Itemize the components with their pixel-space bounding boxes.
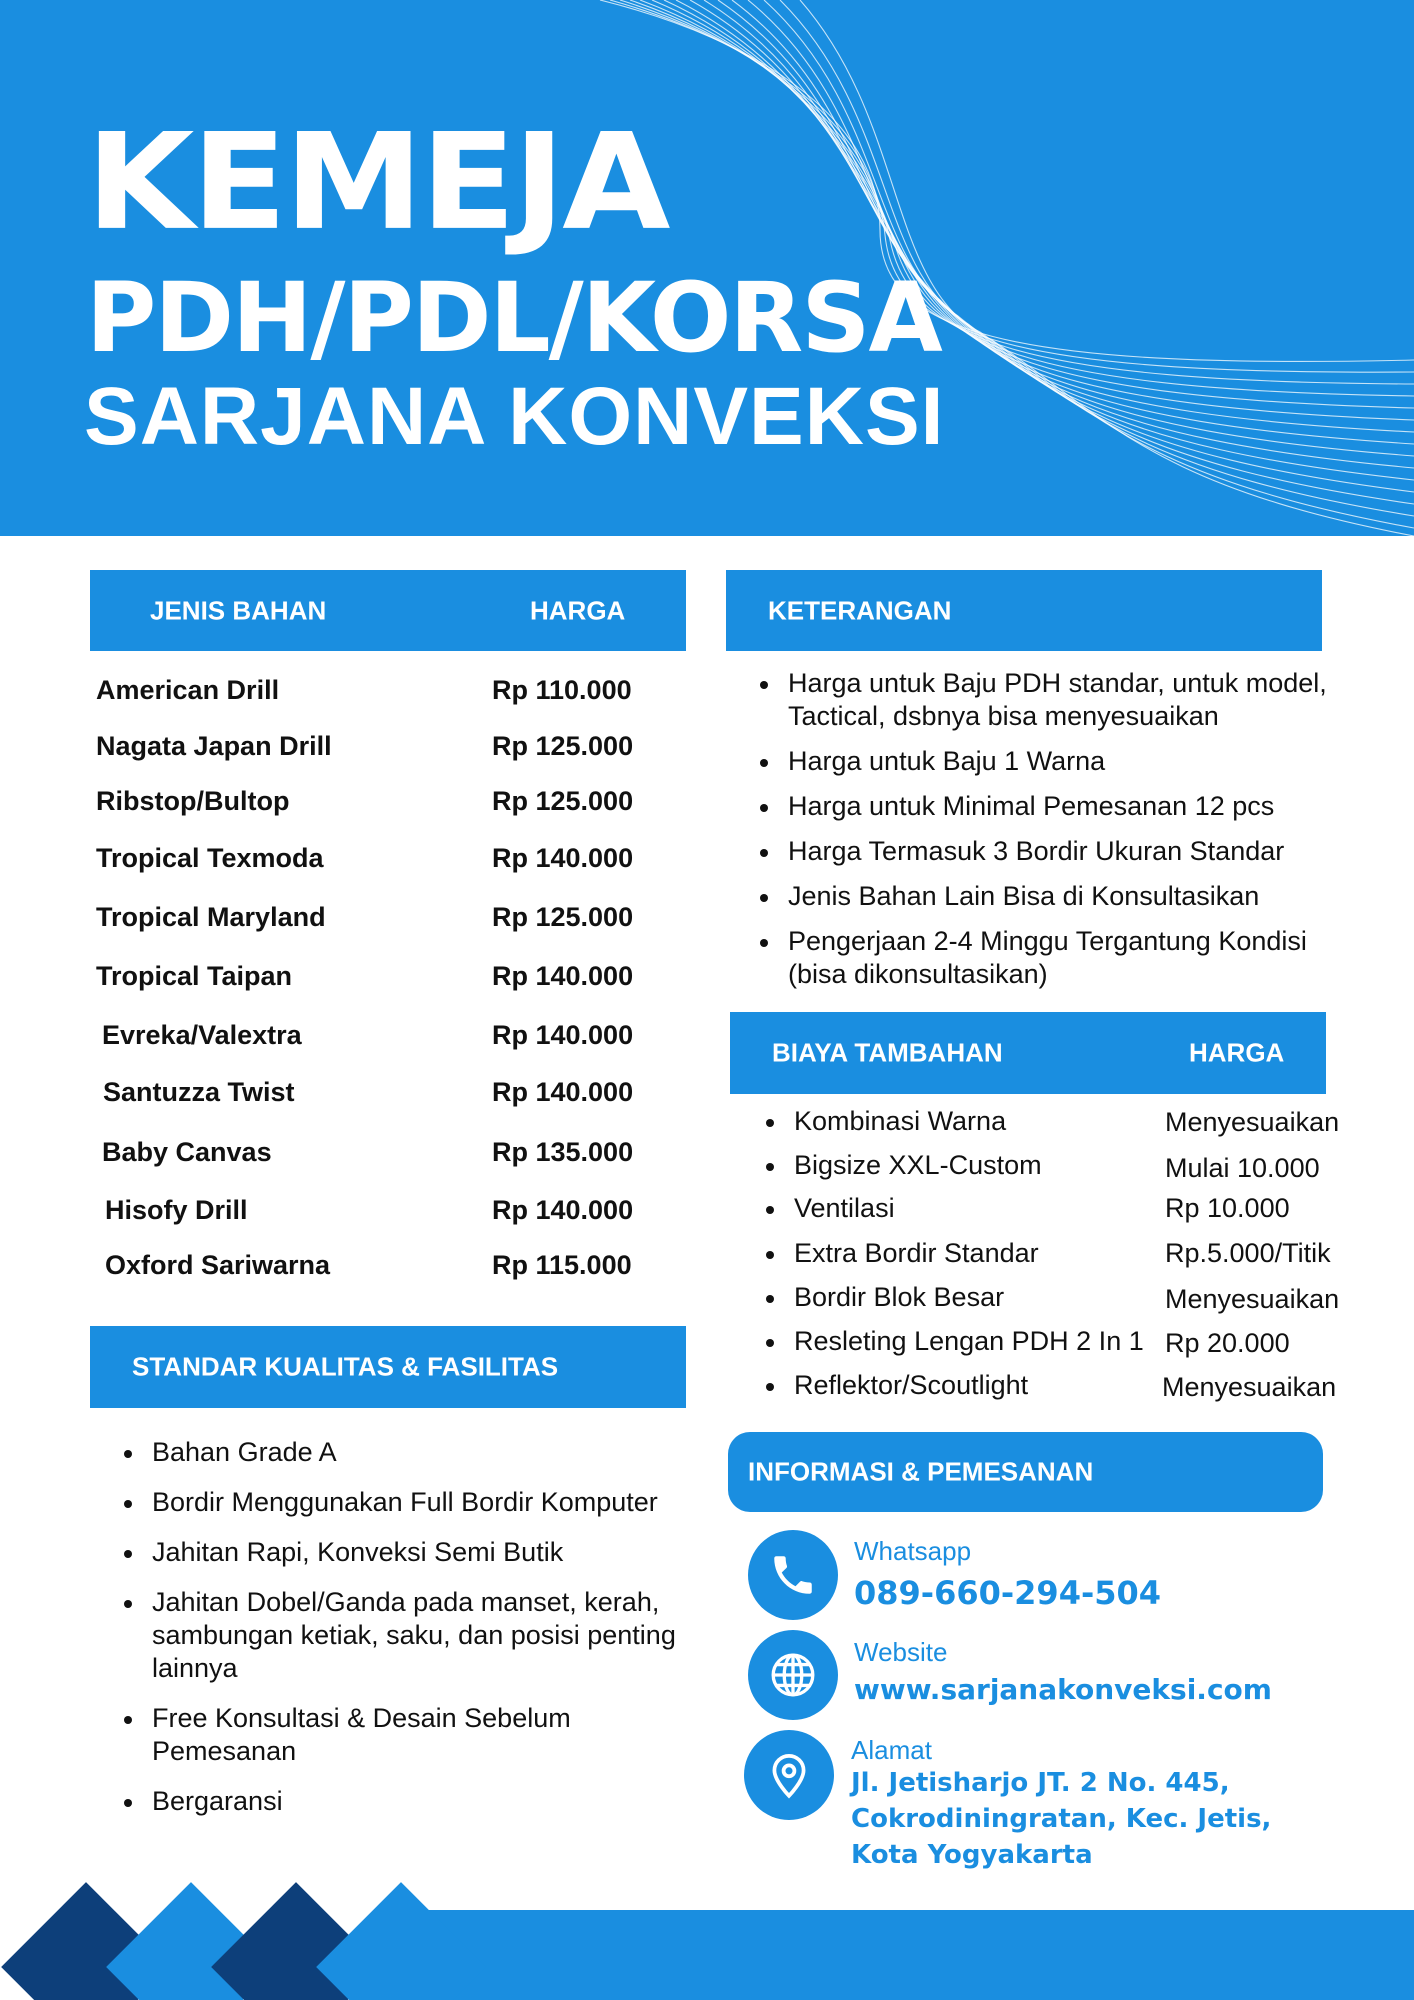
footer-bar <box>380 1910 1414 2000</box>
notes-list <box>754 667 1374 991</box>
whatsapp-button[interactable] <box>748 1530 838 1620</box>
material-name: Ribstop/Bultop <box>96 786 290 816</box>
fee-name: Kombinasi Warna <box>794 1106 1007 1136</box>
table-row <box>96 1250 656 1290</box>
fee-name: Extra Bordir Standar <box>794 1238 1039 1268</box>
table-row <box>96 1020 656 1060</box>
fee-name: Bordir Blok Besar <box>794 1282 1005 1312</box>
table-row <box>96 731 656 771</box>
list-item <box>760 1282 1360 1318</box>
list-item <box>760 1150 1360 1186</box>
table-row <box>96 675 656 715</box>
list-item <box>760 1370 1360 1406</box>
list-item <box>760 1326 1360 1362</box>
material-price: Rp 135.000 <box>492 1137 634 1167</box>
material-name: Baby Canvas <box>102 1137 272 1167</box>
material-price: Rp 140.000 <box>492 1195 634 1225</box>
diamond-shape <box>316 1882 486 2000</box>
material-name: Oxford Sariwarna <box>105 1250 331 1280</box>
website-button[interactable] <box>748 1630 838 1720</box>
extra-costs-heading: BIAYA TAMBAHAN <box>772 1037 1003 1068</box>
material-price: Rp 140.000 <box>492 961 634 991</box>
website-url[interactable]: www.sarjanakonveksi.com <box>854 1673 1272 1706</box>
material-name: Hisofy Drill <box>105 1195 248 1225</box>
phone-icon <box>768 1550 818 1600</box>
list-item <box>760 1106 1360 1142</box>
list-item: Harga Termasuk 3 Bordir Ukuran Standar <box>754 835 1374 868</box>
list-item <box>760 1193 1360 1229</box>
table-row <box>96 786 656 826</box>
website-label: Website <box>854 1637 948 1667</box>
fee-price: Menyesuaikan <box>1165 1284 1340 1314</box>
material-name: Tropical Maryland <box>96 902 326 932</box>
address-label: Alamat <box>851 1735 932 1765</box>
list-item: Harga untuk Baju 1 Warna <box>754 745 1374 778</box>
list-item: Jenis Bahan Lain Bisa di Konsultasikan <box>754 880 1374 913</box>
quality-heading: STANDAR KUALITAS & FASILITAS <box>132 1351 559 1382</box>
material-name: Tropical Taipan <box>96 961 293 991</box>
list-item: Jahitan Dobel/Ganda pada manset, kerah, sambungan ketiak, saku, dan posisi penting lainnya <box>118 1586 708 1685</box>
fee-price: Rp 10.000 <box>1165 1193 1290 1223</box>
list-item: Bergaransi <box>118 1785 708 1818</box>
fee-name: Bigsize XXL-Custom <box>794 1150 1042 1180</box>
list-item: Harga untuk Minimal Pemesanan 12 pcs <box>754 790 1374 823</box>
material-price: Rp 140.000 <box>492 1020 634 1050</box>
fee-name: Ventilasi <box>794 1193 895 1223</box>
table-row <box>96 961 656 1001</box>
fee-price: Menyesuaikan <box>1165 1107 1340 1137</box>
extra-costs-header <box>730 1012 1326 1094</box>
material-name: Nagata Japan Drill <box>96 731 332 761</box>
header-banner <box>0 0 1414 536</box>
list-item: Free Konsultasi & Desain Sebelum Pemesanan <box>118 1702 708 1768</box>
table-row <box>96 843 656 883</box>
address-line-1: Jl. Jetisharjo JT. 2 No. 445, <box>851 1768 1230 1798</box>
fee-price: Rp 20.000 <box>1165 1328 1290 1358</box>
whatsapp-number[interactable]: 089-660-294-504 <box>854 1574 1162 1612</box>
material-name: Tropical Texmoda <box>96 843 324 873</box>
quality-list <box>118 1436 708 1818</box>
fee-name: Reflektor/Scoutlight <box>794 1370 1029 1400</box>
price-table-header <box>90 570 686 651</box>
quality-section-header <box>90 1326 686 1408</box>
title-product-types: PDH/PDL/KORSA <box>86 262 941 374</box>
globe-icon <box>768 1650 818 1700</box>
fee-name: Resleting Lengan PDH 2 In 1 <box>794 1326 1144 1356</box>
notes-section-header <box>726 570 1322 651</box>
table-row <box>96 1195 656 1235</box>
material-price: Rp 110.000 <box>492 675 632 705</box>
material-name: American Drill <box>96 675 280 705</box>
table-row <box>96 902 656 942</box>
material-price: Rp 140.000 <box>492 1077 634 1107</box>
list-item <box>760 1238 1360 1274</box>
address-line-3: Kota Yogyakarta <box>851 1840 1093 1870</box>
table-row <box>96 1137 656 1177</box>
column-header-price: HARGA <box>530 595 626 625</box>
column-header-material: JENIS BAHAN <box>150 595 327 625</box>
fee-price: Mulai 10.000 <box>1165 1153 1320 1183</box>
list-item: Bordir Menggunakan Full Bordir Komputer <box>118 1486 708 1519</box>
list-item: Pengerjaan 2-4 Minggu Tergantung Kondisi (bisa dikonsultasikan) <box>754 925 1374 991</box>
material-price: Rp 125.000 <box>492 902 634 932</box>
fee-price: Menyesuaikan <box>1162 1372 1337 1402</box>
table-row <box>96 1077 656 1117</box>
location-pin-icon <box>764 1750 814 1800</box>
fee-price: Rp.5.000/Titik <box>1165 1238 1331 1268</box>
material-price: Rp 140.000 <box>492 843 634 873</box>
material-name: Evreka/Valextra <box>102 1020 302 1050</box>
list-item: Harga untuk Baju PDH standar, untuk model, Tactical, dsbnya bisa menyesuaikan <box>754 667 1374 733</box>
address-line-2: Cokrodiningratan, Kec. Jetis, <box>851 1804 1272 1834</box>
list-item: Bahan Grade A <box>118 1436 708 1469</box>
title-kemeja: KEMEJA <box>86 105 668 261</box>
list-item: Jahitan Rapi, Konveksi Semi Butik <box>118 1536 708 1569</box>
title-company-name: SARJANA KONVEKSI <box>84 371 945 462</box>
material-name: Santuzza Twist <box>103 1077 295 1107</box>
material-price: Rp 125.000 <box>492 731 634 761</box>
notes-heading: KETERANGAN <box>768 595 952 625</box>
whatsapp-label: Whatsapp <box>854 1536 972 1566</box>
extra-costs-price-header: HARGA <box>1189 1037 1285 1068</box>
material-price: Rp 115.000 <box>492 1250 632 1280</box>
contact-heading: INFORMASI & PEMESANAN <box>748 1456 1094 1487</box>
material-price: Rp 125.000 <box>492 786 634 816</box>
address-button[interactable] <box>744 1730 834 1820</box>
contact-section-header <box>728 1432 1323 1512</box>
